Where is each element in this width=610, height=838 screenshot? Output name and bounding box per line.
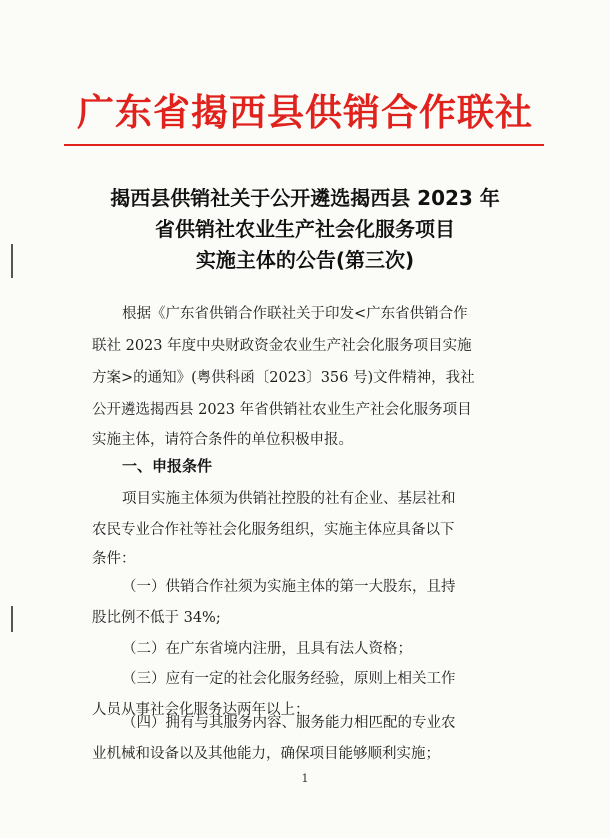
condition-item-1: （一）供销合作社须为实施主体的第一大股东，且持	[122, 579, 456, 595]
red-header-rule	[64, 144, 544, 146]
body-line: 公开遴选揭西县 2023 年省供销社农业生产社会化服务项目	[92, 402, 472, 418]
scan-margin-mark	[11, 606, 13, 632]
body-line: 项目实施主体须为供销社控股的社有企业、基层社和	[122, 491, 456, 507]
organization-header: 广东省揭西县供销合作联社	[77, 90, 533, 134]
condition-item-3: （三）应有一定的社会化服务经验，原则上相关工作	[122, 671, 456, 687]
document-title-line-1: 揭西县供销社关于公开遴选揭西县 2023 年	[110, 186, 500, 210]
document-title-line-2: 省供销社农业生产社会化服务项目	[155, 217, 455, 241]
condition-item-2: （二）在广东省境内注册，且具有法人资格；	[122, 641, 412, 657]
condition-item-4-cont: 业机械和设备以及其他能力，确保项目能够顺利实施；	[92, 746, 440, 762]
scan-margin-mark	[11, 244, 13, 278]
page-number: 1	[301, 772, 309, 785]
body-line: 农民专业合作社等社会化服务组织，实施主体应具备以下	[92, 522, 455, 538]
condition-item-3-cont: 人员从事社会化服务达两年以上；	[92, 702, 310, 718]
body-line: 条件：	[92, 551, 136, 567]
body-line: 实施主体，请符合条件的单位积极申报。	[92, 432, 353, 448]
document-title-line-3: 实施主体的公告(第三次)	[195, 248, 415, 272]
condition-item-1-cont: 股比例不低于 34%;	[92, 610, 221, 626]
condition-item-4: （四）拥有与其服务内容、服务能力相匹配的专业农	[122, 715, 456, 731]
section-heading: 一、申报条件	[122, 457, 213, 475]
body-line: 联社 2023 年度中央财政资金农业生产社会化服务项目实施	[92, 338, 472, 354]
body-line: 方案>的通知》(粤供科函〔2023〕356 号)文件精神，我社	[92, 370, 475, 386]
body-line: 根据《广东省供销合作联社关于印发<广东省供销合作	[122, 306, 468, 322]
